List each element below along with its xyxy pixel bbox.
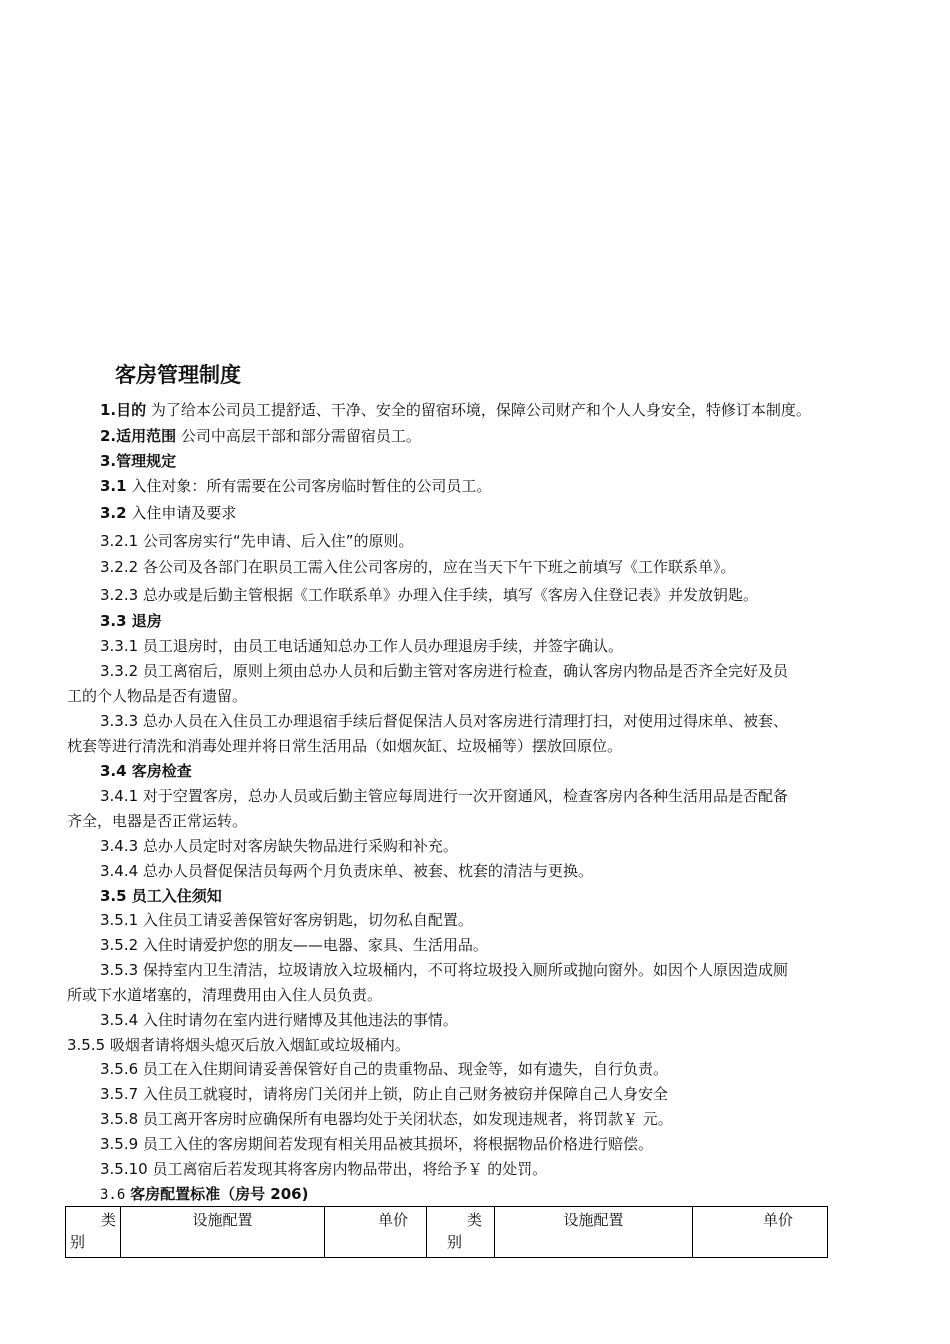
rule-3-4-4: 3.4.4 总办人员督促保洁员每两个月负责床单、被套、枕套的清洁与更换。 xyxy=(100,862,593,880)
header-price-2 xyxy=(693,1207,828,1258)
rule-3-5-9: 3.5.9 员工入住的客房期间若发现有相关用品被其损坏，将根据物品价格进行赔偿。 xyxy=(100,1135,653,1153)
header-price-label: 单价 xyxy=(377,1211,408,1229)
rule-3-2-label: 3.2 xyxy=(100,504,127,522)
scope-text: 公司中高层干部和部分需留宿员工。 xyxy=(180,427,421,445)
header-facility-2 xyxy=(495,1207,693,1258)
rule-3-5-3-line2: 所或下水道堵塞的，清理费用由入住人员负责。 xyxy=(67,986,383,1004)
table-header-row xyxy=(66,1207,828,1258)
rule-3-5-heading: 3.5 员工入住须知 xyxy=(100,887,222,905)
rules-heading: 3.管理规定 xyxy=(100,452,177,470)
rule-3-5-2: 3.5.2 入住时请爱护您的朋友——电器、家具、生活用品。 xyxy=(100,936,488,954)
rule-3-3-2-line1: 3.3.2 员工离宿后，原则上须由总办人员和后勤主管对客房进行检查，确认客房内物品是否齐全完好及员 xyxy=(100,662,788,680)
document-title: 客房管理制度 xyxy=(115,363,241,387)
header-category-2-line2: 别 xyxy=(447,1233,463,1251)
header-facility-2-label: 设施配置 xyxy=(563,1211,624,1229)
header-price xyxy=(325,1207,427,1258)
header-category-2-line1: 类 xyxy=(466,1211,482,1229)
rule-3-3-heading: 3.3 退房 xyxy=(100,612,162,630)
scope-label: 2.适用范围 xyxy=(100,427,177,445)
purpose-label: 1.目的 xyxy=(100,401,147,419)
rule-3-4-heading: 3.4 客房检查 xyxy=(100,762,192,780)
rule-3-5-1: 3.5.1 入住员工请妥善保管好客房钥匙，切勿私自配置。 xyxy=(100,911,473,929)
rule-3-4-1-line1: 3.4.1 对于空置客房，总办人员或后勤主管应每周进行一次开窗通风，检查客房内各种生活用品是否配备 xyxy=(100,787,788,805)
rule-3-5-4: 3.5.4 入住时请勿在室内进行赌博及其他违法的事情。 xyxy=(100,1011,458,1029)
rule-3-5-7: 3.5.7 入住员工就寝时，请将房门关闭并上锁，防止自己财务被窃并保障自己人身安全 xyxy=(100,1085,668,1103)
rule-3-2-3: 3.2.3 总办或是后勤主管根据《工作联系单》办理入住手续，填写《客房入住登记表》并发放钥匙。 xyxy=(100,586,758,604)
rule-3-3-1: 3.3.1 员工退房时，由员工电话通知总办工作人员办理退房手续，并签字确认。 xyxy=(100,637,623,655)
scope-paragraph xyxy=(100,425,421,447)
header-category-line1: 类 xyxy=(100,1211,116,1229)
rule-3-3-2-line2: 工的个人物品是否有遗留。 xyxy=(67,687,248,705)
rule-3-5-3-line1: 3.5.3 保持室内卫生清洁，垃圾请放入垃圾桶内，不可将垃圾投入厕所或抛向窗外。如因个人原因造成厕 xyxy=(100,961,788,979)
rule-3-1-label: 3.1 xyxy=(100,477,127,495)
rule-3-5-8: 3.5.8 员工离开客房时应确保所有电器均处于关闭状态，如发现违规者，将罚款￥ 元。 xyxy=(100,1110,673,1128)
rule-3-3-3-line1: 3.3.3 总办人员在入住员工办理退宿手续后督促保洁人员对客房进行清理打扫，对使用过得床单、被套、 xyxy=(100,712,788,730)
rule-3-1 xyxy=(100,475,491,497)
header-facility-label: 设施配置 xyxy=(192,1211,253,1229)
room-config-table xyxy=(65,1206,828,1258)
rule-3-5-5: 3.5.5 吸烟者请将烟头熄灭后放入烟缸或垃圾桶内。 xyxy=(67,1036,410,1054)
header-category-line2: 别 xyxy=(70,1233,86,1251)
rule-3-6-number: 3.6 xyxy=(100,1187,126,1203)
rule-3-3-3-line2: 枕套等进行清洗和消毒处理并将日常生活用品（如烟灰缸、垃圾桶等）摆放回原位。 xyxy=(67,737,623,755)
purpose-text: 为了给本公司员工提舒适、干净、安全的留宿环境，保障公司财产和个人人身安全，特修订本制度。 xyxy=(150,401,811,419)
rule-3-6-heading xyxy=(100,1183,308,1206)
purpose-paragraph xyxy=(100,399,811,421)
rule-3-5-6: 3.5.6 员工在入住期间请妥善保管好自己的贵重物品、现金等，如有遗失，自行负责。 xyxy=(100,1060,668,1078)
header-price-2-label: 单价 xyxy=(762,1211,793,1229)
rule-3-2-1: 3.2.1 公司客房实行“先申请、后入住”的原则。 xyxy=(100,532,414,550)
header-facility xyxy=(121,1207,325,1258)
rule-3-2-2: 3.2.2 各公司及各部门在职员工需入住公司客房的，应在当天下午下班之前填写《工作联系单》。 xyxy=(100,558,736,576)
rule-3-2 xyxy=(100,502,236,524)
header-category-2 xyxy=(427,1207,495,1258)
rule-3-4-1-line2: 齐全，电器是否正常运转。 xyxy=(67,812,248,830)
rule-3-1-text: 入住对象：所有需要在公司客房临时暂住的公司员工。 xyxy=(131,477,492,495)
header-category xyxy=(66,1207,121,1258)
rule-3-4-3: 3.4.3 总办人员定时对客房缺失物品进行采购和补充。 xyxy=(100,837,458,855)
rule-3-6-title: 客房配置标准（房号 206) xyxy=(130,1185,309,1203)
rule-3-5-10: 3.5.10 员工离宿后若发现其将客房内物品带出，将给予￥ 的处罚。 xyxy=(100,1160,548,1178)
rule-3-2-text: 入住申请及要求 xyxy=(131,504,237,522)
